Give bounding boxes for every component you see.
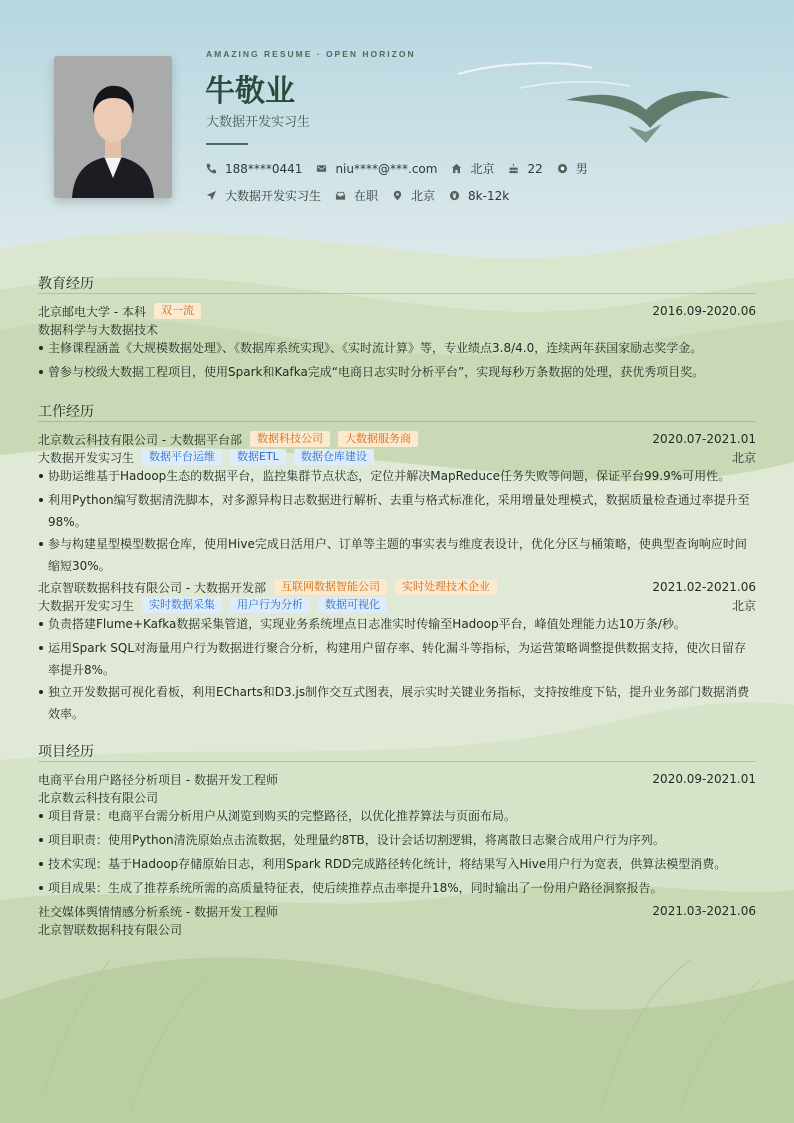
gender-text: 男	[575, 162, 588, 176]
project-date: 2020.09-2021.01	[652, 772, 756, 786]
mail-icon	[316, 163, 327, 174]
position-tag: 数据ETL	[230, 449, 286, 465]
work-position: 大数据开发实习生	[38, 598, 135, 613]
position-tag: 数据可视化	[318, 597, 387, 613]
company-tag: 数据科技公司	[250, 431, 330, 447]
position-tag: 用户行为分析	[230, 597, 310, 613]
intent-position	[206, 187, 321, 204]
intent-city-text: 北京	[411, 189, 436, 203]
intent-city	[392, 187, 435, 204]
work-bullet: 利用Python编写数据清洗脚本，对多源异构日志数据进行解析、去重与格式标准化，采用增量处理模式，数据质量检查通过率提升至98%。	[38, 489, 756, 533]
project-name: 社交媒体舆情情感分析系统 - 数据开发工程师	[38, 904, 278, 919]
cake-icon	[508, 163, 519, 174]
intent-salary	[449, 189, 509, 203]
work-city: 北京	[731, 598, 756, 613]
company-tag: 实时处理技术企业	[395, 579, 497, 595]
section-title-education: 教育经历	[38, 276, 94, 292]
section-divider	[38, 761, 756, 762]
education-bullet: 主修课程涵盖《大规模数据处理》、《数据库系统实现》、《实时流计算》等，专业绩点3.8/4.0，连续两年获国家励志奖学金。	[38, 337, 756, 359]
work-bullet: 负责搭建Flume+Kafka数据采集管道，实现业务系统埋点日志准实时传输至Hadoop平台，峰值处理能力达10万条/秒。	[38, 613, 756, 635]
work-bullet: 协助运维基于Hadoop生态的数据平台，监控集群节点状态，定位并解决MapReduce任务失败等问题，保证平台99.9%可用性。	[38, 465, 756, 487]
candidate-name: 牛敬业	[205, 74, 295, 109]
contact-city	[451, 160, 494, 177]
company-tag: 互联网数据智能公司	[274, 579, 387, 595]
education-header	[38, 302, 756, 320]
section-title-work: 工作经历	[38, 404, 94, 420]
position-tag: 实时数据采集	[142, 597, 222, 613]
profile-photo	[54, 56, 172, 198]
project-bullet: 项目成果：生成了推荐系统所需的高质量特征表，使后续推荐点击率提升18%，同时输出了一份用户路径洞察报告。	[38, 877, 756, 899]
company-name: 北京智联数据科技有限公司 - 大数据开发部	[38, 580, 266, 595]
education-bullet: 曾参与校级大数据工程项目，使用Spark和Kafka完成“电商日志实时分析平台”，实现每秒万条数据的处理，获优秀项目奖。	[38, 361, 756, 383]
send-icon	[206, 190, 217, 201]
intent-status-text: 在职	[354, 189, 379, 203]
tagline: AMAZING RESUME · OPEN HORIZON	[206, 49, 416, 59]
money-icon	[449, 190, 460, 201]
education-major-row	[38, 320, 756, 338]
project-company-row	[38, 920, 756, 938]
project-company-row	[38, 788, 756, 806]
project-header	[38, 770, 756, 788]
gender-icon	[557, 163, 568, 174]
age-text: 22	[527, 161, 543, 176]
location-pin-icon	[392, 190, 403, 201]
major: 数据科学与大数据技术	[38, 322, 159, 337]
work-date: 2021.02-2021.06	[652, 580, 756, 594]
school-tag: 双一流	[154, 303, 201, 319]
candidate-role: 大数据开发实习生	[206, 115, 311, 130]
home-icon	[451, 163, 462, 174]
intent-position-text: 大数据开发实习生	[225, 189, 322, 203]
project-name: 电商平台用户路径分析项目 - 数据开发工程师	[38, 772, 278, 787]
position-tag: 数据平台运维	[142, 449, 222, 465]
work-city: 北京	[731, 450, 756, 465]
intent-status	[335, 187, 378, 204]
project-header	[38, 902, 756, 920]
section-title-projects: 项目经历	[38, 744, 94, 760]
project-date: 2021.03-2021.06	[652, 904, 756, 918]
project-bullet: 项目背景：电商平台需分析用户从浏览到购买的完整路径，以优化推荐算法与页面布局。	[38, 805, 756, 827]
inbox-icon	[335, 190, 346, 201]
project-company: 北京智联数据科技有限公司	[38, 922, 183, 937]
work-header	[38, 430, 756, 448]
phone-text: 188****0441	[225, 161, 303, 176]
company-tag: 大数据服务商	[338, 431, 418, 447]
project-bullet: 技术实现：基于Hadoop存储原始日志，利用Spark RDD完成路径转化统计，将结果写入Hive用户行为宽表，供算法模型消费。	[38, 853, 756, 875]
education-date: 2016.09-2020.06	[652, 304, 756, 318]
intent-salary-text: 8k-12k	[468, 188, 510, 203]
school-name: 北京邮电大学 - 本科	[38, 304, 146, 319]
contact-age	[508, 162, 542, 176]
contact-row	[206, 160, 602, 177]
work-bullet: 运用Spark SQL对海量用户行为数据进行聚合分析，构建用户留存率、转化漏斗等指标，为运营策略调整提供数据支持，使次日留存率提升8%。	[38, 637, 756, 681]
city-text: 北京	[470, 162, 495, 176]
work-position-row	[38, 448, 756, 466]
position-tag: 数据仓库建设	[294, 449, 374, 465]
email-text: niu****@***.com	[335, 161, 438, 176]
section-divider	[38, 421, 756, 422]
contact-email	[316, 162, 437, 176]
work-bullet: 参与构建星型模型数据仓库，使用Hive完成日活用户、订单等主题的事实表与维度表设计，优化分区与桶策略，使典型查询响应时间缩短30%。	[38, 533, 756, 577]
phone-icon	[206, 163, 217, 174]
company-name: 北京数云科技有限公司 - 大数据平台部	[38, 432, 242, 447]
project-company: 北京数云科技有限公司	[38, 790, 159, 805]
work-date: 2020.07-2021.01	[652, 432, 756, 446]
contact-phone	[206, 162, 302, 176]
work-bullet: 独立开发数据可视化看板，利用ECharts和D3.js制作交互式图表，展示实时关键业务指标，支持按维度下钻，提升业务部门数据消费效率。	[38, 681, 756, 725]
work-position-row	[38, 596, 756, 614]
header-divider	[206, 143, 248, 145]
contact-gender	[557, 160, 588, 177]
project-bullet: 项目职责：使用Python清洗原始点击流数据，处理量约8TB，设计会话切割逻辑，将离散日志聚合成用户行为序列。	[38, 829, 756, 851]
intent-row	[206, 187, 523, 204]
work-header	[38, 578, 756, 596]
section-divider	[38, 293, 756, 294]
work-position: 大数据开发实习生	[38, 450, 135, 465]
